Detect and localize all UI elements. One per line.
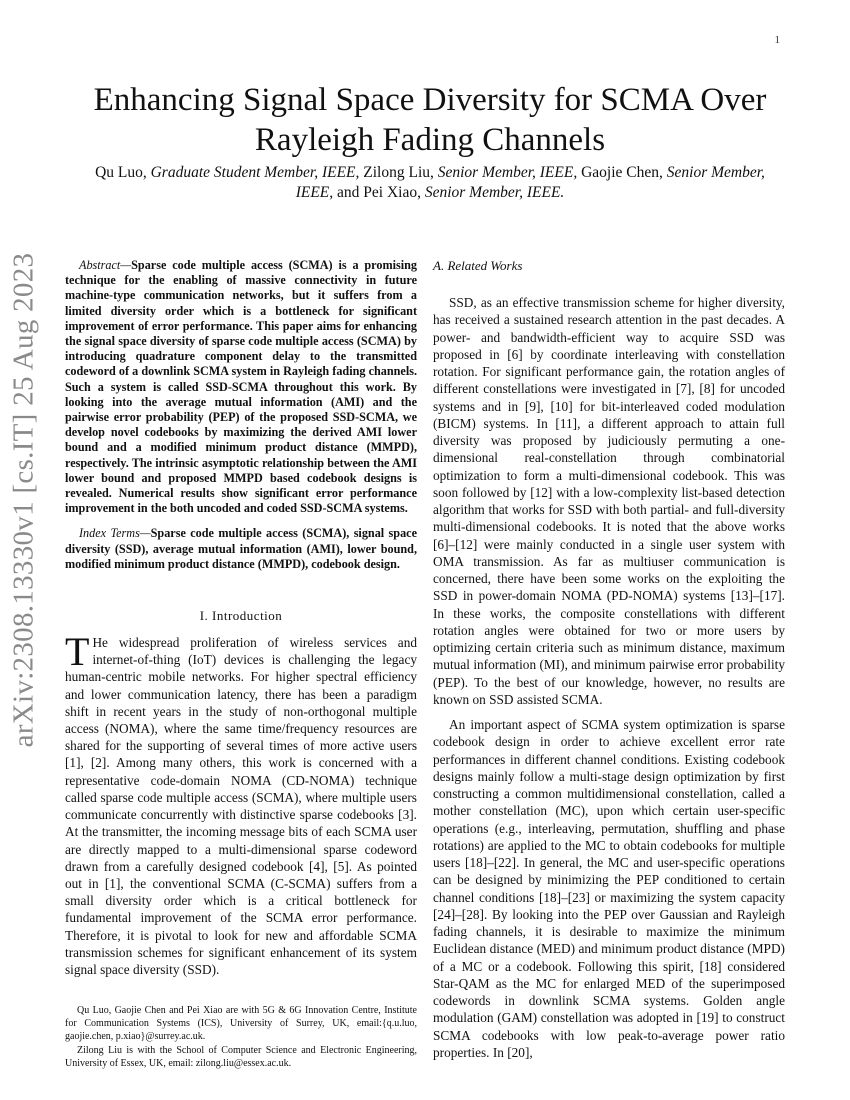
subsection-heading-related-works: A. Related Works	[433, 258, 523, 273]
section-heading-introduction: I. Introduction	[199, 608, 283, 624]
related-works-paragraph-2: An important aspect of SCMA system optimization is sparse codebook design in order to achieve excellent error rate performances in different channel conditions. Existing codebook designs mainly follow a multi-stage design optimization by first constructing a common multidimensional constellation, called a mother constellation (MC), upon which certain user-specific operations (e.g., interleaving, permutation, shuffling and phase rotations) are applied to the MC to obtain codebooks for multiple users [18]–[22]. In general, the MC and user-specific operations can be designed by minimizing the PEP conditioned to certain channel conditions [18]–[23] or maximizing the system capacity [24]–[28]. By looking into the PEP over Gaussian and Rayleigh fading channels, it is desirable to maximize the minimum Euclidean distance (MED) and minimum product distance (MPD) of a MC or a codebook. Following this spirit, [18] considered Star-QAM as the MC for enlarged MED of the superimposed codewords in downlink SCMA systems. Golden angle modulation (GAM) constellation was adopted in [19] to construct SCMA codebooks with low peak-to-average power ratio properties. In [20],	[433, 717, 785, 1060]
abstract	[65, 258, 417, 516]
introduction-text: He widespread proliferation of wireless services and internet-of-thing (IoT) devices is challenging the legacy human-centric mobile networks. For higher spectral efficiency and lower communication latency, there has been a paradigm shift in recent years in the study of non-orthogonal multiple access (NOMA), where the same time/frequency resources are shared for the supporting of several times of more active users [1], [2]. Among many others, this work is concerned with a representative code-domain NOMA (CD-NOMA) technique called sparse code multiple access (SCMA), where multiple users communicate concurrently with distinctive sparse codebooks [3]. At the transmitter, the incoming message bits of each SCMA user are directly mapped to a multi-dimensional sparse codeword drawn from a carefully designed codebook [4], [5]. As pointed out in [1], the conventional SCMA (C-SCMA) suffers from a small diversity order which is a critical bottleneck for fundamental improvement of the SCMA error performance. Therefore, it is pivotal to look for new and affordable SCMA transmission schemes for significant enhancement of its system signal space diversity (SSD).	[65, 635, 417, 977]
arxiv-identifier-stamp	[7, 252, 40, 748]
abstract-lead: Abstract—	[79, 258, 132, 272]
author-affiliation: Graduate Student Member, IEEE,	[150, 164, 360, 181]
author-list	[90, 163, 770, 203]
index-terms-lead: Index Terms—	[79, 526, 151, 541]
arxiv-stamp-text: arXiv:2308.13330v1 [cs.IT] 25 Aug 2023	[7, 252, 40, 748]
author-name: and Pei Xiao,	[337, 184, 421, 201]
index-terms	[65, 526, 417, 572]
index-terms-text: Sparse code multiple access (SCMA), signal space diversity (SSD), average mutual information (AMI), lower bound, modified minimum product distance (MMPD), codebook design.	[65, 526, 417, 571]
author-name: Qu Luo,	[95, 164, 147, 181]
drop-cap: T	[65, 629, 90, 675]
author-affiliation: Senior Member, IEEE,	[437, 164, 578, 181]
footnote-affiliation-2: Zilong Liu is with the School of Computer Science and Electronic Engineering, University of Essex, UK, email: zilong.liu@essex.ac.uk.	[65, 1045, 417, 1070]
paper-title: Enhancing Signal Space Diversity for SCMA Over Rayleigh Fading Channels	[93, 82, 767, 158]
introduction-paragraph	[65, 629, 417, 978]
author-name: Gaojie Chen,	[581, 164, 663, 181]
abstract-text: Sparse code multiple access (SCMA) is a promising technique for the enabling of massive connectivity in future machine-type communication networks, but it suffers from a limited diversity order which is a bottleneck for significant improvement of error performance. This paper aims for enhancing the signal space diversity of sparse code multiple access (SCMA) by introducing quadrature component delay to the transmitted codeword of a downlink SCMA system in Rayleigh fading channels. Such a system is called SSD-SCMA throughout this work. By looking into the average mutual information (AMI) and the pairwise error probability (PEP) of the proposed SSD-SCMA, we develop novel codebooks by maximizing the derived AMI lower bound and a modified minimum product distance (MMPD), respectively. The intrinsic asymptotic relationship between the AMI lower bound and proposed MMPD based codebook designs is revealed. Numerical results show significant error performance improvement in the both uncoded and coded SSD-SCMA systems.	[65, 258, 417, 516]
author-name: Zilong Liu,	[363, 164, 434, 181]
related-works-paragraph-1: SSD, as an effective transmission scheme for higher diversity, has received a sustained research attention in the past decades. A power- and bandwidth-efficient way to acquire SSD was proposed in [6] by coordinate interleaving with constellation rotation. For significant performance gain, the rotation angles of different constellations were investigated in [7], [8] for uncoded systems and in [9], [10] for bit-interleaved coded modulation (BICM) systems. In [11], a different approach to attain full diversity was proposed by judiciously permuting a one-dimensional real-constellation through combinatorial optimization to form a multi-dimensional codebook. This was soon followed by [12] with a low-complexity list-based detection algorithm that works for SSD with both partial- and full-diversity multi-dimensional codebooks. It is noted that the above works [6]–[12] were mainly conducted in a single user system with OMA transmission. As far as multiuser communication is concerned, there have been some works on the exploiting the SSD in power-domain NOMA (PD-NOMA) systems [13]–[17]. In these works, the composite constellations with different rotation angles were obtained for two or more users by optimizing certain criteria such as minimum distance, maximum mutual information (MI), and minimum pairwise error probability (PEP). To the best of our knowledge, however, no results are known on SSD assisted SCMA.	[433, 295, 785, 707]
page-number: 1	[774, 34, 780, 46]
left-column	[65, 258, 417, 1070]
author-affiliation: Senior Member, IEEE,	[295, 164, 765, 201]
footnote-affiliation-1: Qu Luo, Gaojie Chen and Pei Xiao are with 5G & 6G Innovation Centre, Institute for Communication Systems (ICS), University of Surrey, UK, email:{q.u.luo, gaojie.chen, p.xiao}@surrey.ac.uk.	[65, 1005, 417, 1043]
author-affiliation: Senior Member, IEEE.	[424, 184, 565, 201]
right-column	[433, 258, 785, 1061]
